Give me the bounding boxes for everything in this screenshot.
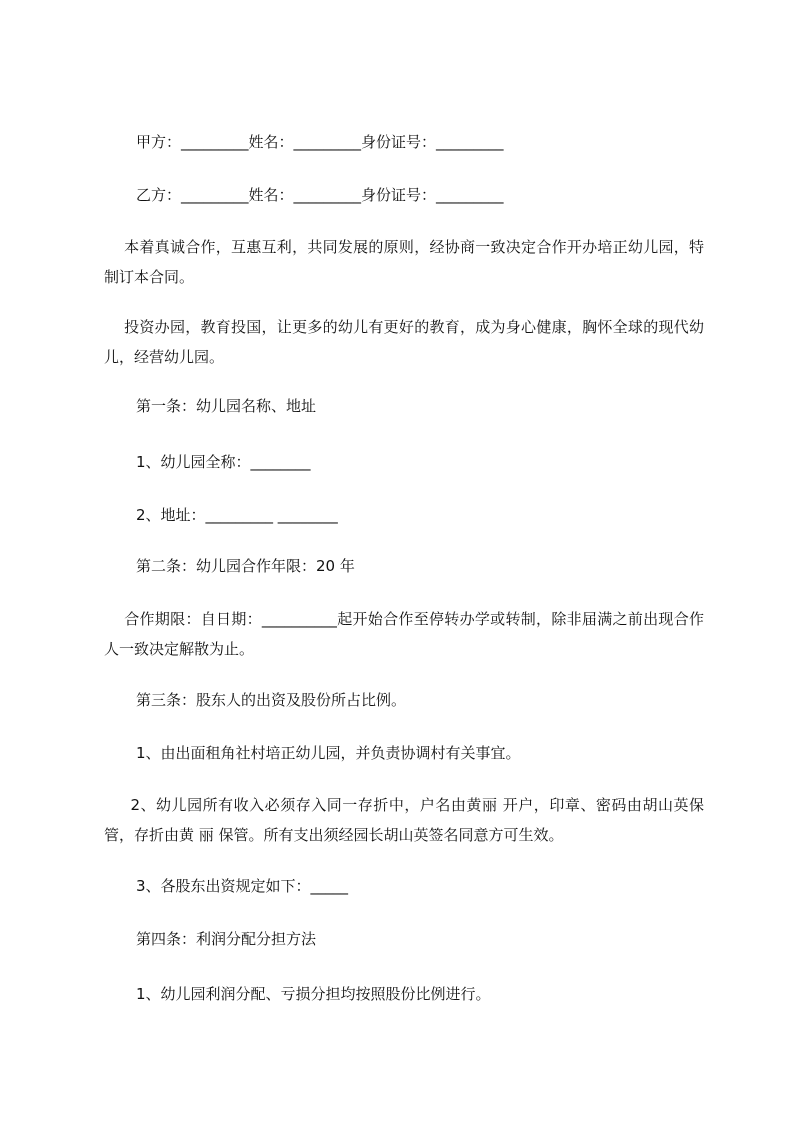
- article-3-item-3: 3、各股东出资规定如下：_____: [136, 877, 349, 895]
- party-a-line: 甲方：_________姓名：_________身份证号：_________: [136, 133, 504, 151]
- intro-paragraph: 本着真诚合作，互惠互利，共同发展的原则，经协商一致决定合作开办培正幼儿园，特制订本合同。: [104, 238, 704, 286]
- article-3-title: 第三条：股东人的出资及股份所占比例。: [136, 691, 407, 709]
- party-b-line: 乙方：_________姓名：_________身份证号：_________: [136, 186, 504, 204]
- article-3-item-1: 1、由出面租角社村培正幼儿园，并负责协调村有关事宜。: [136, 744, 521, 762]
- article-4-title: 第四条：利润分配分担方法: [136, 930, 317, 948]
- article-1-title: 第一条：幼儿园名称、地址: [136, 397, 317, 415]
- article-1-item-1: 1、幼儿园全称：________: [136, 453, 311, 471]
- article-2-period: 合作期限：自日期：__________起开始合作至停转办学或转制，除非届满之前出现合作人一致决定解散为止。: [104, 610, 704, 658]
- article-4-item-1: 1、幼儿园利润分配、亏损分担均按照股份比例进行。: [136, 985, 491, 1003]
- article-3-item-2: 2、幼儿园所有收入必须存入同一存折中，户名由黄丽 开户，印章、密码由胡山英保管，存折由黄 丽 保管。所有支出须经园长胡山英签名同意方可生效。: [104, 796, 704, 844]
- purpose-paragraph: 投资办园，教育投国，让更多的幼儿有更好的教育，成为身心健康，胸怀全球的现代幼儿，经营幼儿园。: [104, 318, 704, 366]
- article-1-item-2: 2、地址：_________ ________: [136, 506, 338, 524]
- article-2-title: 第二条：幼儿园合作年限：20 年: [136, 557, 355, 575]
